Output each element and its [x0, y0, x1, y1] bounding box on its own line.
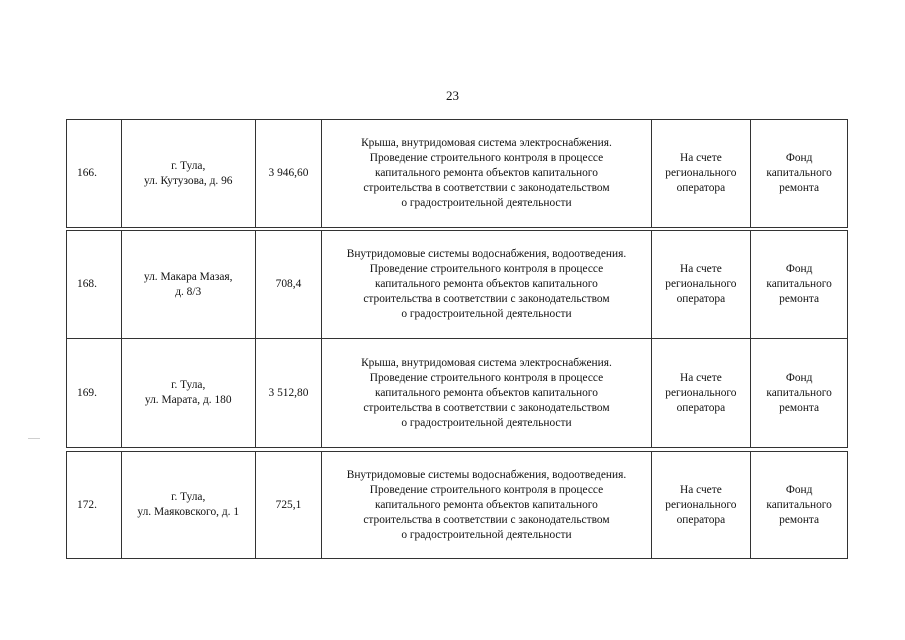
row-number: 168. — [77, 278, 97, 290]
table-block-3 — [66, 451, 848, 559]
work-line: Внутридомовые системы водоснабжения, водоотведения. — [346, 248, 627, 260]
page-number: 23 — [446, 88, 459, 103]
fund-cell — [750, 120, 847, 227]
account-line: На счете — [679, 263, 722, 275]
work-line: Крыша, внутридомовая система электроснабжения. — [361, 356, 612, 369]
work-description-cell — [321, 231, 650, 338]
work-line: капитального ремонта объектов капитального — [375, 386, 598, 399]
fund-line: Фонд — [785, 152, 813, 164]
scan-edge-mark — [28, 438, 40, 439]
account-line: регионального — [665, 278, 737, 290]
fund-line: Фонд — [785, 263, 813, 275]
work-line: о градостроительной деятельности — [401, 528, 572, 541]
fund-line: капитального — [766, 498, 832, 511]
fund-line: ремонта — [779, 513, 820, 526]
table-row — [67, 339, 847, 447]
work-line: о градостроительной деятельности — [401, 197, 572, 209]
address-line: ул. Кутузова, д. 96 — [143, 174, 233, 187]
fund-line: капитального — [766, 278, 832, 290]
account-cell — [651, 339, 751, 447]
row-number: 166. — [77, 167, 97, 179]
work-description-cell — [321, 452, 650, 558]
account-line: регионального — [665, 386, 737, 399]
fund-line: капитального — [766, 167, 832, 179]
work-line: Проведение строительного контроля в процессе — [369, 371, 604, 384]
account-line: оператора — [676, 513, 726, 526]
work-line: строительства в соответствии с законодательством — [363, 182, 610, 194]
address-line: д. 8/3 — [175, 285, 202, 298]
address-line: ул. Маяковского, д. 1 — [137, 506, 240, 518]
fund-line: капитального — [766, 386, 832, 399]
work-line: капитального ремонта объектов капитального — [375, 167, 598, 179]
work-line: Проведение строительного контроля в процессе — [369, 263, 604, 275]
area-cell: 3 512,80 — [255, 339, 322, 447]
fund-cell — [750, 452, 847, 558]
address-line: г. Тула, — [171, 159, 206, 172]
work-line: о градостроительной деятельности — [401, 416, 572, 429]
account-cell — [651, 231, 751, 338]
account-line: регионального — [665, 167, 737, 179]
area-cell: 3 946,60 — [255, 120, 322, 227]
row-number: 169. — [77, 386, 97, 399]
area-cell: 725,1 — [255, 452, 322, 558]
address-line: г. Тула, — [171, 379, 206, 391]
work-line: о градостроительной деятельности — [401, 308, 572, 320]
account-line: регионального — [665, 498, 737, 511]
table-block-1 — [66, 119, 848, 228]
address-cell — [121, 120, 255, 227]
address-cell — [121, 231, 255, 338]
fund-line: ремонта — [779, 293, 820, 305]
fund-line: Фонд — [785, 371, 813, 384]
work-line: Внутридомовые системы водоснабжения, водоотведения. — [346, 468, 627, 481]
address-line: ул. Макара Мазая, — [143, 270, 233, 283]
fund-cell — [750, 339, 847, 447]
area-cell: 708,4 — [255, 231, 322, 338]
work-line: Проведение строительного контроля в процессе — [369, 483, 604, 496]
address-line: г. Тула, — [171, 491, 206, 503]
fund-line: Фонд — [785, 483, 813, 496]
work-line: Крыша, внутридомовая система электроснабжения. — [361, 137, 612, 149]
work-description-cell — [321, 339, 650, 447]
work-line: капитального ремонта объектов капитального — [375, 278, 598, 290]
work-description-cell — [321, 120, 650, 227]
address-line: ул. Марата, д. 180 — [144, 394, 232, 406]
account-line: На счете — [679, 371, 722, 384]
account-cell — [651, 120, 751, 227]
table-block-2 — [66, 230, 848, 448]
work-line: строительства в соответствии с законодательством — [363, 401, 610, 414]
work-line: Проведение строительного контроля в процессе — [369, 152, 604, 164]
account-line: На счете — [679, 483, 722, 496]
fund-line: ремонта — [779, 182, 820, 194]
address-cell — [121, 452, 255, 558]
fund-line: ремонта — [779, 401, 820, 414]
work-line: строительства в соответствии с законодательством — [363, 513, 610, 526]
work-line: капитального ремонта объектов капитального — [375, 498, 598, 511]
account-line: оператора — [676, 293, 726, 305]
table-row — [67, 231, 847, 339]
account-line: На счете — [679, 152, 722, 164]
work-line: строительства в соответствии с законодательством — [363, 293, 610, 305]
address-cell — [121, 339, 255, 447]
account-line: оператора — [676, 401, 726, 414]
row-number: 172. — [77, 498, 97, 511]
account-line: оператора — [676, 182, 726, 194]
account-cell — [651, 452, 751, 558]
fund-cell — [750, 231, 847, 338]
